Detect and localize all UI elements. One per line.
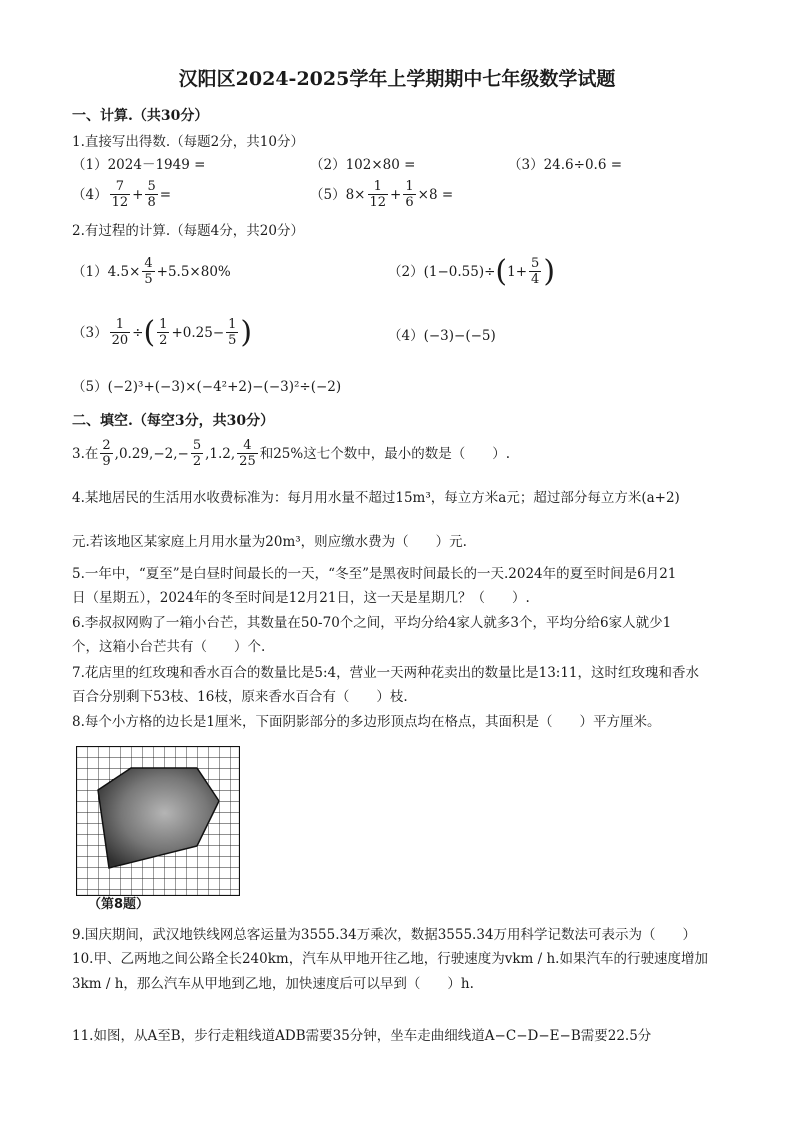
fraction bbox=[110, 317, 131, 348]
page-title: 汉阳区2024-2025学年上学期期中七年级数学试题 bbox=[178, 68, 616, 90]
q8-stem: 8.每个小方格的边长是1厘米，下面阴影部分的多边形顶点均在格点，其面积是（ ）平方厘米。 bbox=[72, 714, 661, 730]
denominator: 20 bbox=[111, 333, 129, 348]
denominator: 5 bbox=[144, 272, 153, 287]
denominator: 9 bbox=[102, 454, 111, 469]
q6-line2: 个，这箱小台芒共有（ ）个. bbox=[72, 639, 266, 655]
denominator: 8 bbox=[147, 195, 156, 210]
fraction bbox=[529, 256, 541, 287]
paren-close: ) bbox=[240, 314, 253, 350]
expr: ×8 = bbox=[417, 186, 454, 203]
q2-part5-label: （5） bbox=[72, 379, 108, 395]
denominator: 4 bbox=[531, 272, 540, 287]
fraction bbox=[142, 256, 154, 287]
expr: ,1.2, bbox=[205, 445, 236, 462]
q1-part5-label: （5） bbox=[310, 186, 346, 203]
numerator: 1 bbox=[228, 317, 237, 332]
q8-grid-figure bbox=[76, 746, 240, 896]
q10-line1: 10.甲、乙两地之间公路全长240km，汽车从甲地开往乙地，行驶速度为vkm / h.如果汽车的行驶速度增加 bbox=[72, 951, 708, 967]
q7-line1: 7.花店里的红玫瑰和香水百合的数量比是5:4，营业一天两种花卖出的数量比是13:11，这时红玫瑰和香水 bbox=[72, 665, 700, 681]
q5-line1: 5.一年中，“夏至”是白昼时间最长的一天，“冬至”是黑夜时间最长的一天.2024年的夏至时间是6月21 bbox=[72, 566, 677, 582]
q6-line1: 6.李叔叔网购了一箱小台芒，其数量在50-70个之间，平均分给4家人就多3个，平均分给6家人就少1 bbox=[72, 615, 672, 631]
expr: (−2)³+(−3)×(−4²+2)−(−3)²÷(−2) bbox=[107, 379, 342, 395]
paren-open: ( bbox=[495, 253, 508, 289]
numerator: 7 bbox=[110, 179, 131, 195]
expr: +0.25− bbox=[171, 324, 225, 341]
q2-part5 bbox=[72, 378, 341, 396]
operator: + bbox=[132, 186, 144, 203]
q2-part1-label: （1） bbox=[72, 263, 108, 280]
denominator: 25 bbox=[239, 454, 256, 469]
q3 bbox=[72, 438, 510, 469]
numerator: 4 bbox=[144, 256, 153, 271]
q4-line2: 元.若该地区某家庭上月用水量为20m³，则应缴水费为（ ）元. bbox=[72, 534, 467, 550]
q1-part2: （2）102×80 = bbox=[310, 157, 416, 173]
operator: ÷ bbox=[132, 324, 144, 341]
q2-part3-label: （3） bbox=[72, 324, 108, 341]
expr: +5.5×80% bbox=[156, 263, 231, 280]
denominator: 2 bbox=[192, 454, 202, 469]
q4-line1: 4.某地居民的生活用水收费标准为：每月用水量不超过15m³，每立方米a元；超过部分每立方米(a+2) bbox=[72, 490, 680, 506]
fraction bbox=[145, 179, 157, 210]
q2-part2-label: （2） bbox=[388, 263, 424, 280]
numerator: 4 bbox=[237, 438, 258, 454]
q1-part4-label: （4） bbox=[72, 186, 108, 203]
fraction bbox=[226, 317, 238, 348]
paren-close: ) bbox=[543, 253, 556, 289]
fraction bbox=[403, 179, 415, 210]
q9: 9.国庆期间，武汉地铁线网总客运量为3555.34万乘次，数据3555.34万用科学记数法可表示为（ ） bbox=[72, 927, 697, 943]
q2-part1 bbox=[72, 256, 231, 287]
q1-part3: （3）24.6÷0.6 = bbox=[508, 157, 623, 173]
q1-part5 bbox=[310, 179, 453, 210]
expr: 4.5× bbox=[107, 263, 141, 280]
numerator: 5 bbox=[531, 256, 540, 271]
denominator: 12 bbox=[369, 195, 387, 210]
section-heading-calc: 一、计算.（共30分） bbox=[72, 108, 209, 124]
paren-open: ( bbox=[143, 314, 156, 350]
q3-prefix: 3.在 bbox=[72, 445, 99, 462]
q1-stem: 1.直接写出得数.（每题2分，共10分） bbox=[72, 134, 304, 150]
numerator: 5 bbox=[147, 179, 156, 194]
q1-part1: （1）2024－1949 = bbox=[72, 157, 206, 173]
q2-part2 bbox=[388, 253, 556, 289]
expr: (1−0.55)÷ bbox=[423, 263, 496, 280]
fraction bbox=[157, 317, 169, 348]
q11: 11.如图，从A至B，步行走粗线道ADB需要35分钟，坐车走曲细线道A−C−D−E−B需要22.5分 bbox=[72, 1028, 652, 1044]
q1-part4 bbox=[72, 179, 171, 210]
q5-line2: 日（星期五），2024年的冬至时间是12月21日，这一天是星期几？（ ）. bbox=[72, 590, 530, 606]
numerator: 1 bbox=[368, 179, 389, 195]
expr: 8× bbox=[345, 186, 366, 203]
q2-stem: 2.有过程的计算.（每题4分，共20分） bbox=[72, 223, 304, 239]
numerator: 1 bbox=[405, 179, 414, 194]
fraction bbox=[110, 179, 131, 210]
denominator: 5 bbox=[228, 333, 237, 348]
fraction bbox=[100, 438, 112, 469]
q10-line2: 3km / h，那么汽车从甲地到乙地，加快速度后可以早到（ ）h. bbox=[72, 976, 474, 992]
fraction bbox=[237, 438, 258, 469]
fraction bbox=[191, 438, 203, 469]
denominator: 6 bbox=[405, 195, 414, 210]
numerator: 5 bbox=[192, 438, 202, 453]
q3-suffix: 和25%这七个数中，最小的数是（ ）. bbox=[259, 445, 511, 462]
denominator: 2 bbox=[159, 333, 168, 348]
section-heading-fill: 二、填空.（每空3分，共30分） bbox=[72, 413, 275, 429]
q7-line2: 百合分别剩下53枝、16枝，原来香水百合有（ ）枝. bbox=[72, 689, 408, 705]
q2-part3 bbox=[72, 314, 253, 350]
fraction bbox=[368, 179, 389, 210]
operator: = bbox=[159, 186, 172, 203]
denominator: 12 bbox=[111, 195, 129, 210]
numerator: 1 bbox=[110, 317, 131, 333]
numerator: 2 bbox=[102, 438, 111, 453]
operator: + bbox=[390, 186, 402, 203]
expr: 1+ bbox=[507, 263, 528, 280]
numerator: 1 bbox=[159, 317, 168, 332]
q8-caption: （第8题） bbox=[88, 897, 150, 912]
q2-part4: （4）(−3)−(−5) bbox=[388, 328, 496, 344]
expr: ,0.29,−2,− bbox=[114, 445, 189, 462]
